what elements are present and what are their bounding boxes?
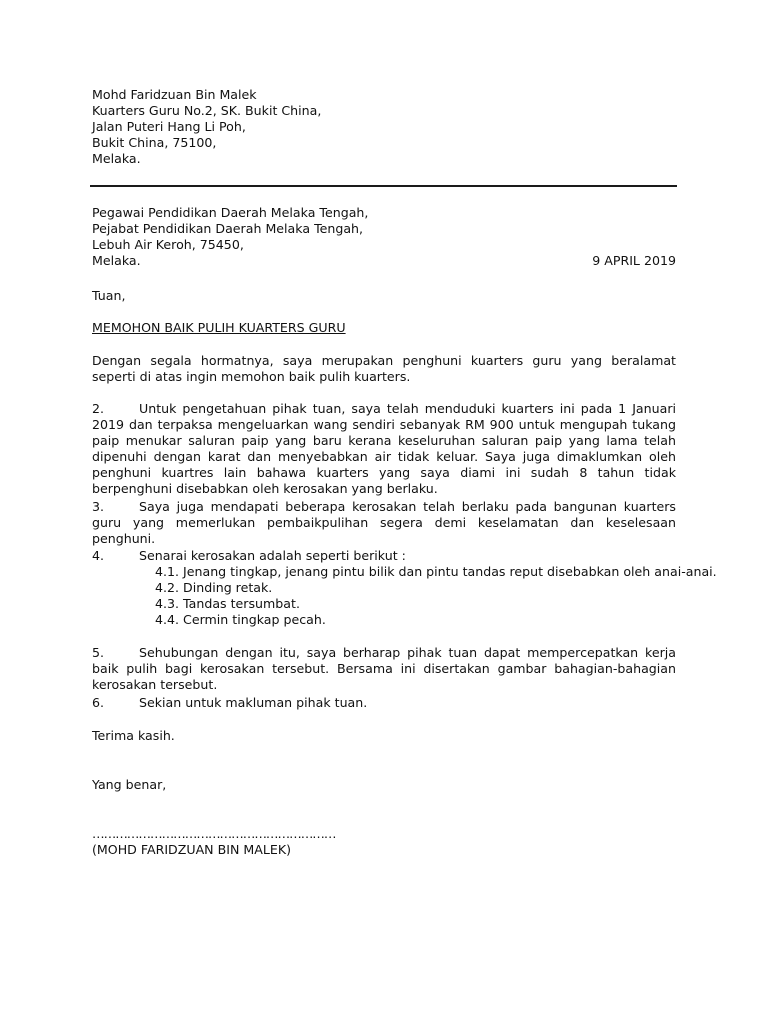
- header-divider: [90, 185, 677, 187]
- recipient-line: Melaka.: [92, 253, 141, 268]
- paragraph-number: 6.: [92, 695, 105, 710]
- sender-address-line: Bukit China, 75100,: [92, 135, 217, 150]
- paragraph-text: Untuk pengetahuan pihak tuan, saya telah menduduki kuarters ini pada 1 Januari 2019 dan terpaksa mengeluarkan wang sendiri sebanyak RM 900 untuk mengupah tukang paip menukar saluran paip yang baru kerana keseluruhan saluran paip yang lama telah dipenuhi dengan karat dan menyebabkan air tidak keluar. Saya juga dimaklumkan oleh penghuni kuartres lain bahawa kuarters yang saya diami ini sudah 8 tahun tidak berpenghuni disebabkan oleh kerosakan yang berlaku.: [92, 401, 676, 496]
- closing-thanks: Terima kasih.: [92, 728, 175, 743]
- paragraph-4-lead: [92, 548, 676, 564]
- sender-name: Mohd Faridzuan Bin Malek: [92, 87, 257, 102]
- sign-off: Yang benar,: [92, 777, 167, 792]
- paragraph-3: [92, 499, 676, 547]
- paragraph-6: [92, 695, 676, 711]
- paragraph-1: Dengan segala hormatnya, saya merupakan penghuni kuarters guru yang beralamat seperti di atas ingin memohon baik pulih kuarters.: [92, 353, 676, 384]
- paragraph-number: 3.: [92, 499, 105, 514]
- paragraph-5: [92, 645, 676, 693]
- recipient-line: Pejabat Pendidikan Daerah Melaka Tengah,: [92, 221, 364, 236]
- paragraph-number: 5.: [92, 645, 105, 660]
- recipient-block: [92, 205, 676, 269]
- paragraph-text: Sekian untuk makluman pihak tuan.: [139, 695, 368, 710]
- letter-date: 9 APRIL 2019: [592, 253, 676, 268]
- damage-list-item: 4.3. Tandas tersumbat.: [155, 596, 300, 611]
- salutation: Tuan,: [92, 288, 126, 303]
- paragraph-text: Sehubungan dengan itu, saya berharap pihak tuan dapat mempercepatkan kerja baik pulih bagi kerosakan tersebut. Bersama ini disertakan gambar bahagian-bahagian kerosakan tersebut.: [92, 645, 676, 692]
- recipient-line: Lebuh Air Keroh, 75450,: [92, 237, 244, 252]
- signatory-name: (MOHD FARIDZUAN BIN MALEK): [92, 842, 292, 857]
- recipient-last-row: [92, 253, 676, 269]
- sender-address-line: Jalan Puteri Hang Li Poh,: [92, 119, 246, 134]
- paragraph-number: 4.: [92, 548, 105, 563]
- damage-list-item: 4.1. Jenang tingkap, jenang pintu bilik dan pintu tandas reput disebabkan oleh anai-anai.: [155, 564, 717, 579]
- paragraph-4: [92, 548, 717, 628]
- damage-list-item: 4.4. Cermin tingkap pecah.: [155, 612, 326, 627]
- sender-address-line: Melaka.: [92, 151, 141, 166]
- damage-list-item: 4.2. Dinding retak.: [155, 580, 273, 595]
- signature-block: [92, 826, 676, 858]
- paragraph-text: Senarai kerosakan adalah seperti berikut :: [139, 548, 406, 563]
- signature-line: ………………………………………………………: [92, 826, 336, 841]
- paragraph-text: Saya juga mendapati beberapa kerosakan telah berlaku pada bangunan kuarters guru yang memerlukan pembaikpulihan segera demi keselamatan dan keselesaan penghuni.: [92, 499, 676, 546]
- paragraph-number: 2.: [92, 401, 105, 416]
- letter-subject: MEMOHON BAIK PULIH KUARTERS GURU: [92, 320, 346, 335]
- paragraph-2: [92, 401, 676, 497]
- sender-block: [92, 87, 676, 167]
- recipient-line: Pegawai Pendidikan Daerah Melaka Tengah,: [92, 205, 369, 220]
- sender-address-line: Kuarters Guru No.2, SK. Bukit China,: [92, 103, 322, 118]
